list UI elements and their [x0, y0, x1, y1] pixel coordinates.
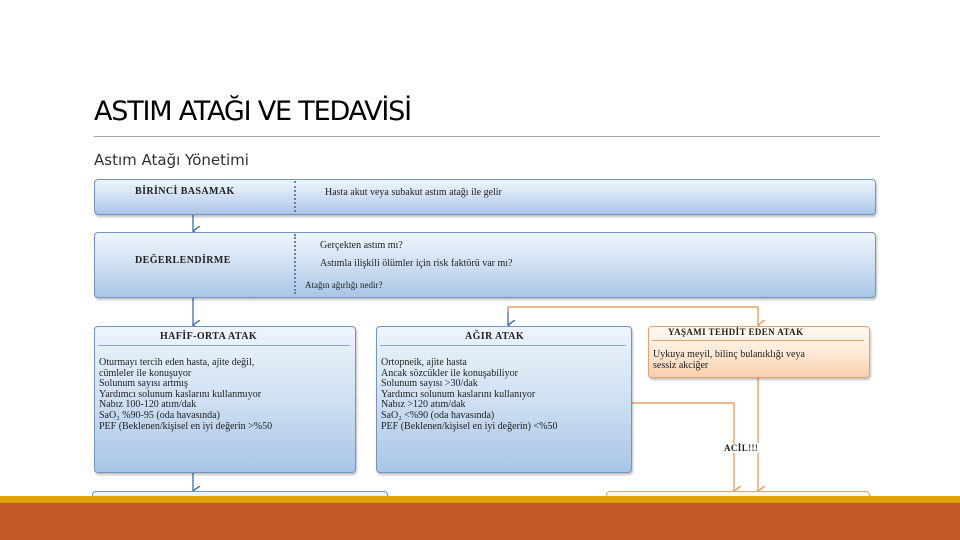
life-criterion: sessiz akciğer — [653, 359, 709, 371]
mild-criterion: Solunum sayısı artmış — [99, 378, 188, 390]
mild-criterion: cümleler ile konuşuyor — [99, 367, 192, 379]
severe-criterion: Solunum sayısı >30/dak — [381, 378, 478, 390]
severe-criterion: SaO₂ <%90 (oda havasında) — [381, 409, 495, 421]
mild-criterion: SaO₂ %90-95 (oda havasında) — [99, 409, 220, 421]
arrow-to-life-threatening — [508, 307, 758, 325]
life-criteria-list — [653, 350, 805, 371]
mild-criteria-list — [99, 358, 272, 432]
footer-bar — [0, 503, 960, 540]
assessment-label: DEĞERLENDİRME — [135, 255, 231, 266]
assessment-question-3: Atağın ağırlığı nedir? — [305, 280, 383, 290]
mild-criterion: PEF (Beklenen/kişisel en iyi değerin >%50 — [99, 420, 273, 432]
slide-subtitle: Astım Atağı Yönetimi — [94, 151, 249, 169]
arrow-severe-to-urgent — [631, 403, 734, 491]
assessment-question-2: Astımla ilişkili ölümler için risk faktörü var mı? — [320, 258, 513, 269]
urgent-label: ACİL!!! — [724, 443, 759, 453]
severe-criterion: Nabız >120 atım/dak — [381, 399, 466, 411]
severe-attack-title: AĞIR ATAK — [465, 331, 525, 342]
slide-title: ASTIM ATAĞI VE TEDAVİSİ — [94, 96, 411, 127]
severe-criterion: Yardımcı solunum kaslarını kullanıyor — [381, 388, 536, 400]
life-header-rule — [652, 340, 864, 341]
mild-header-rule — [98, 345, 350, 346]
assessment-question-1: Gerçekten astım mı? — [320, 240, 403, 251]
severe-criterion: Ortopneik, ajite hasta — [381, 357, 467, 368]
step1-label: BİRİNCİ BASAMAK — [135, 186, 235, 197]
mild-criterion: Oturmayı tercih eden hasta, ajite değil, — [99, 357, 255, 368]
mild-attack-title: HAFİF-ORTA ATAK — [160, 331, 258, 342]
step1-divider — [294, 181, 296, 212]
mild-criterion: Yardımcı solunum kaslarını kullanmıyor — [99, 388, 262, 400]
life-criterion: Uykuya meyil, bilinç bulanıklığı veya — [653, 349, 805, 360]
severe-header-rule — [380, 345, 626, 346]
mild-criterion: Nabız 100-120 atım/dak — [99, 399, 197, 411]
assessment-divider — [294, 234, 296, 294]
severe-criterion: PEF (Beklenen/kişisel en iyi değerin) <%50 — [381, 420, 558, 432]
severe-criterion: Ancak sözcükler ile konuşabiliyor — [381, 367, 518, 379]
life-threatening-title: YAŞAMI TEHDİT EDEN ATAK — [668, 327, 804, 337]
footer-accent-strip — [0, 496, 960, 503]
step1-text: Hasta akut veya subakut astım atağı ile gelir — [325, 187, 502, 198]
severe-criteria-list — [381, 358, 557, 432]
